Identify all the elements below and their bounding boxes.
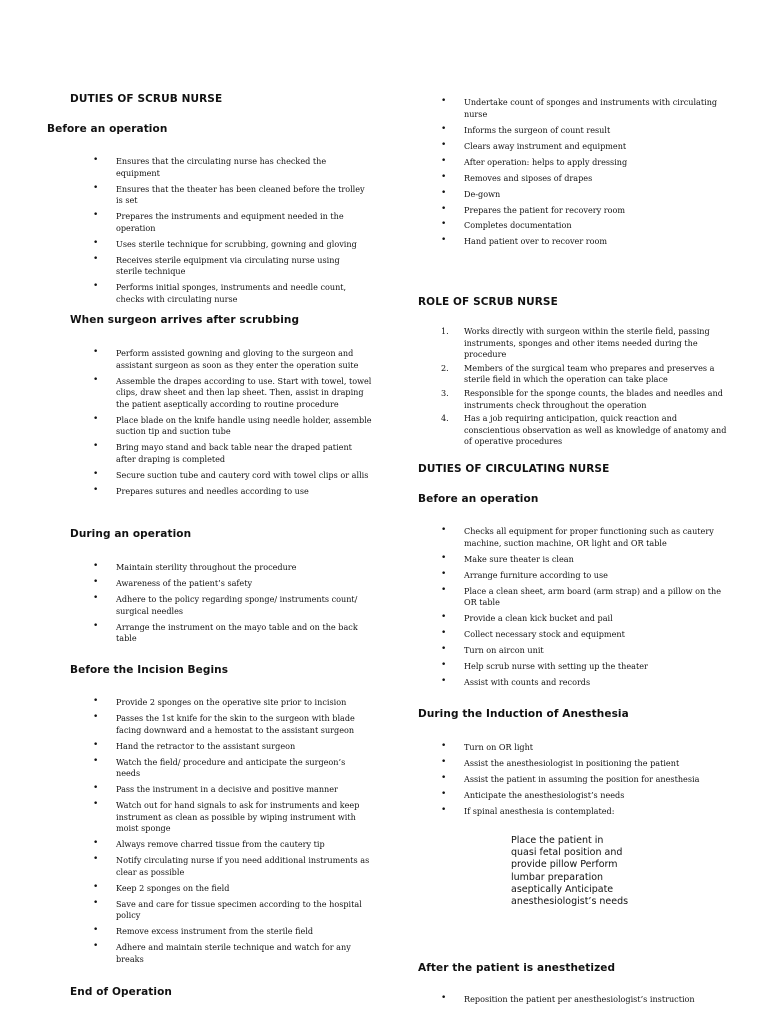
list-item: • Ensures that the circulating nurse has checked the equipment	[116, 156, 366, 179]
list-item: • Hand the retractor to the assistant surgeon	[116, 741, 370, 753]
list-item: • Prepares the patient for recovery room	[464, 205, 726, 217]
role-heading	[418, 296, 558, 308]
section-heading: Before an operation	[47, 123, 168, 135]
item-number: 2.	[441, 362, 449, 373]
section-title: DUTIES OF CIRCULATING NURSE	[418, 463, 610, 475]
list-item: • Hand patient over to recover room	[464, 236, 726, 248]
list-item: • Reposition the patient per anesthesiologist’s instruction	[464, 994, 726, 1006]
section-heading: After the patient is anesthetized	[418, 962, 616, 974]
surgeon-arrives-heading	[70, 314, 299, 326]
list-item: • Adhere to the policy regarding sponge/ instruments count/ surgical needles	[116, 594, 366, 617]
list-item: • Provide a clean kick bucket and pail	[464, 613, 726, 625]
list-item: • Arrange furniture according to use	[464, 570, 726, 582]
during-operation-heading	[70, 528, 191, 540]
list-item: • Turn on aircon unit	[464, 645, 726, 657]
section-title: DUTIES OF SCRUB NURSE	[70, 93, 223, 105]
circ-before-operation-heading	[418, 493, 538, 505]
list-item: • Always remove charred tissue from the cautery tip	[116, 839, 370, 851]
list-item: • Receives sterile equipment via circulating nurse using sterile technique	[116, 255, 366, 278]
circ-before-operation-list	[464, 526, 726, 693]
list-item: • Make sure theater is clean	[464, 554, 726, 566]
list-item: • Watch the field/ procedure and anticipate the surgeon’s needs	[116, 757, 370, 780]
list-item: • Prepares the instruments and equipment needed in the operation	[116, 211, 366, 234]
during-operation-list	[116, 562, 366, 649]
list-item: • Performs initial sponges, instruments and needle count, checks with circulating nurse	[116, 282, 366, 305]
list-item: • Checks all equipment for proper functioning such as cautery machine, suction machine, OR light and OR table	[464, 526, 726, 549]
after-anesthetized-heading	[418, 962, 615, 974]
before-incision-list	[116, 697, 370, 970]
list-item: • Ensures that the theater has been cleaned before the trolley is set	[116, 184, 366, 207]
list-item: • Informs the surgeon of count result	[464, 125, 726, 137]
scrub-nurse-duties-title	[70, 93, 222, 105]
list-item: • Awareness of the patient’s safety	[116, 578, 366, 590]
circulating-nurse-title	[418, 463, 609, 475]
item-number: 3.	[441, 387, 449, 398]
list-item: • Place a clean sheet, arm board (arm strap) and a pillow on the OR table	[464, 586, 726, 609]
list-item: • Keep 2 sponges on the field	[116, 883, 370, 895]
section-heading: Before the Incision Begins	[70, 664, 229, 676]
end-operation-heading	[70, 986, 172, 998]
list-item: • Prepares sutures and needles according to use	[116, 486, 372, 498]
list-item: • Save and care for tissue specimen according to the hospital policy	[116, 899, 370, 922]
list-item: • Place blade on the knife handle using needle holder, assemble suction tip and suction tube	[116, 415, 372, 438]
section-heading: During an operation	[70, 528, 192, 540]
numbered-item	[441, 362, 728, 386]
before-incision-heading	[70, 664, 228, 676]
scrub-before-operation-heading	[47, 123, 167, 135]
list-item: • Maintain sterility throughout the procedure	[116, 562, 366, 574]
induction-list	[464, 742, 726, 822]
spinal-anesthesia-note: Place the patient in quasi fetal position and provide pillow Perform lumbar preparation aseptically Anticipate anesthesiologist’s needs	[511, 835, 629, 908]
list-item: • Notify circulating nurse if you need additional instruments as clear as possible	[116, 855, 370, 878]
list-item: • Removes and siposes of drapes	[464, 173, 726, 185]
list-item: • Assist the anesthesiologist in positioning the patient	[464, 758, 726, 770]
list-item: • Assist with counts and records	[464, 677, 726, 689]
scrub-end-operation-list	[464, 97, 726, 252]
item-number: 1.	[441, 326, 449, 336]
section-heading: When surgeon arrives after scrubbing	[70, 314, 300, 326]
list-item: • De-gown	[464, 189, 726, 201]
item-text: Has a job requiring anticipation, quick reaction and conscientious observation as well as knowledge of anatomy and of operative procedures	[464, 413, 727, 447]
item-number: 4.	[441, 413, 449, 424]
role-list	[441, 326, 728, 450]
list-item: • Provide 2 sponges on the operative site prior to incision	[116, 697, 370, 709]
list-item: • Pass the instrument in a decisive and positive manner	[116, 784, 370, 796]
scrub-before-operation-list	[116, 156, 366, 310]
list-item: • Collect necessary stock and equipment	[464, 629, 726, 641]
section-title: ROLE OF SCRUB NURSE	[418, 296, 558, 308]
list-item: • Clears away instrument and equipment	[464, 141, 726, 153]
list-item: • Undertake count of sponges and instruments with circulating nurse	[464, 97, 726, 120]
section-heading: End of Operation	[70, 986, 172, 998]
list-item: • Assemble the drapes according to use. Start with towel, towel clips, draw sheet and then lap sheet. Then, assist in draping the patient aseptically according to routine procedure	[116, 376, 372, 411]
numbered-item	[441, 387, 728, 411]
induction-heading	[418, 708, 629, 720]
list-item: • Assist the patient in assuming the position for anesthesia	[464, 774, 726, 786]
list-item: • Help scrub nurse with setting up the theater	[464, 661, 726, 673]
list-item: • If spinal anesthesia is contemplated:	[464, 806, 726, 818]
list-item: • Perform assisted gowning and gloving to the surgeon and assistant surgeon as soon as they enter the operation suite	[116, 348, 372, 371]
surgeon-arrives-list	[116, 348, 372, 502]
list-item: • Arrange the instrument on the mayo table and on the back table	[116, 622, 366, 645]
item-text: Responsible for the sponge counts, the blades and needles and instruments check throughout the operation	[464, 387, 723, 410]
list-item: • Uses sterile technique for scrubbing, gowning and gloving	[116, 239, 366, 251]
numbered-item	[441, 413, 728, 448]
list-item: • Passes the 1st knife for the skin to the surgeon with blade facing downward and a hemostat to the assistant surgeon	[116, 713, 370, 736]
list-item: • Turn on OR light	[464, 742, 726, 754]
list-item: • Secure suction tube and cautery cord with towel clips or allis	[116, 470, 372, 482]
section-heading: Before an operation	[418, 493, 539, 505]
numbered-item	[441, 326, 728, 361]
list-item: • After operation: helps to apply dressing	[464, 157, 726, 169]
list-item: • Completes documentation	[464, 220, 726, 232]
list-item: • Anticipate the anesthesiologist’s needs	[464, 790, 726, 802]
list-item: • Remove excess instrument from the sterile field	[116, 926, 370, 938]
list-item: • Bring mayo stand and back table near the draped patient after draping is completed	[116, 442, 372, 465]
item-text: Works directly with surgeon within the sterile field, passing instruments, sponges and other items needed during the procedure	[464, 326, 710, 360]
section-heading: During the Induction of Anesthesia	[418, 708, 629, 720]
after-anesthetized-list	[464, 994, 726, 1010]
item-text: Members of the surgical team who prepares and preserves a sterile field in which the operation can take place	[464, 362, 715, 385]
list-item: • Watch out for hand signals to ask for instruments and keep instrument as clean as possible by wiping instrument with moist sponge	[116, 800, 370, 835]
list-item: • Adhere and maintain sterile technique and watch for any breaks	[116, 942, 370, 965]
